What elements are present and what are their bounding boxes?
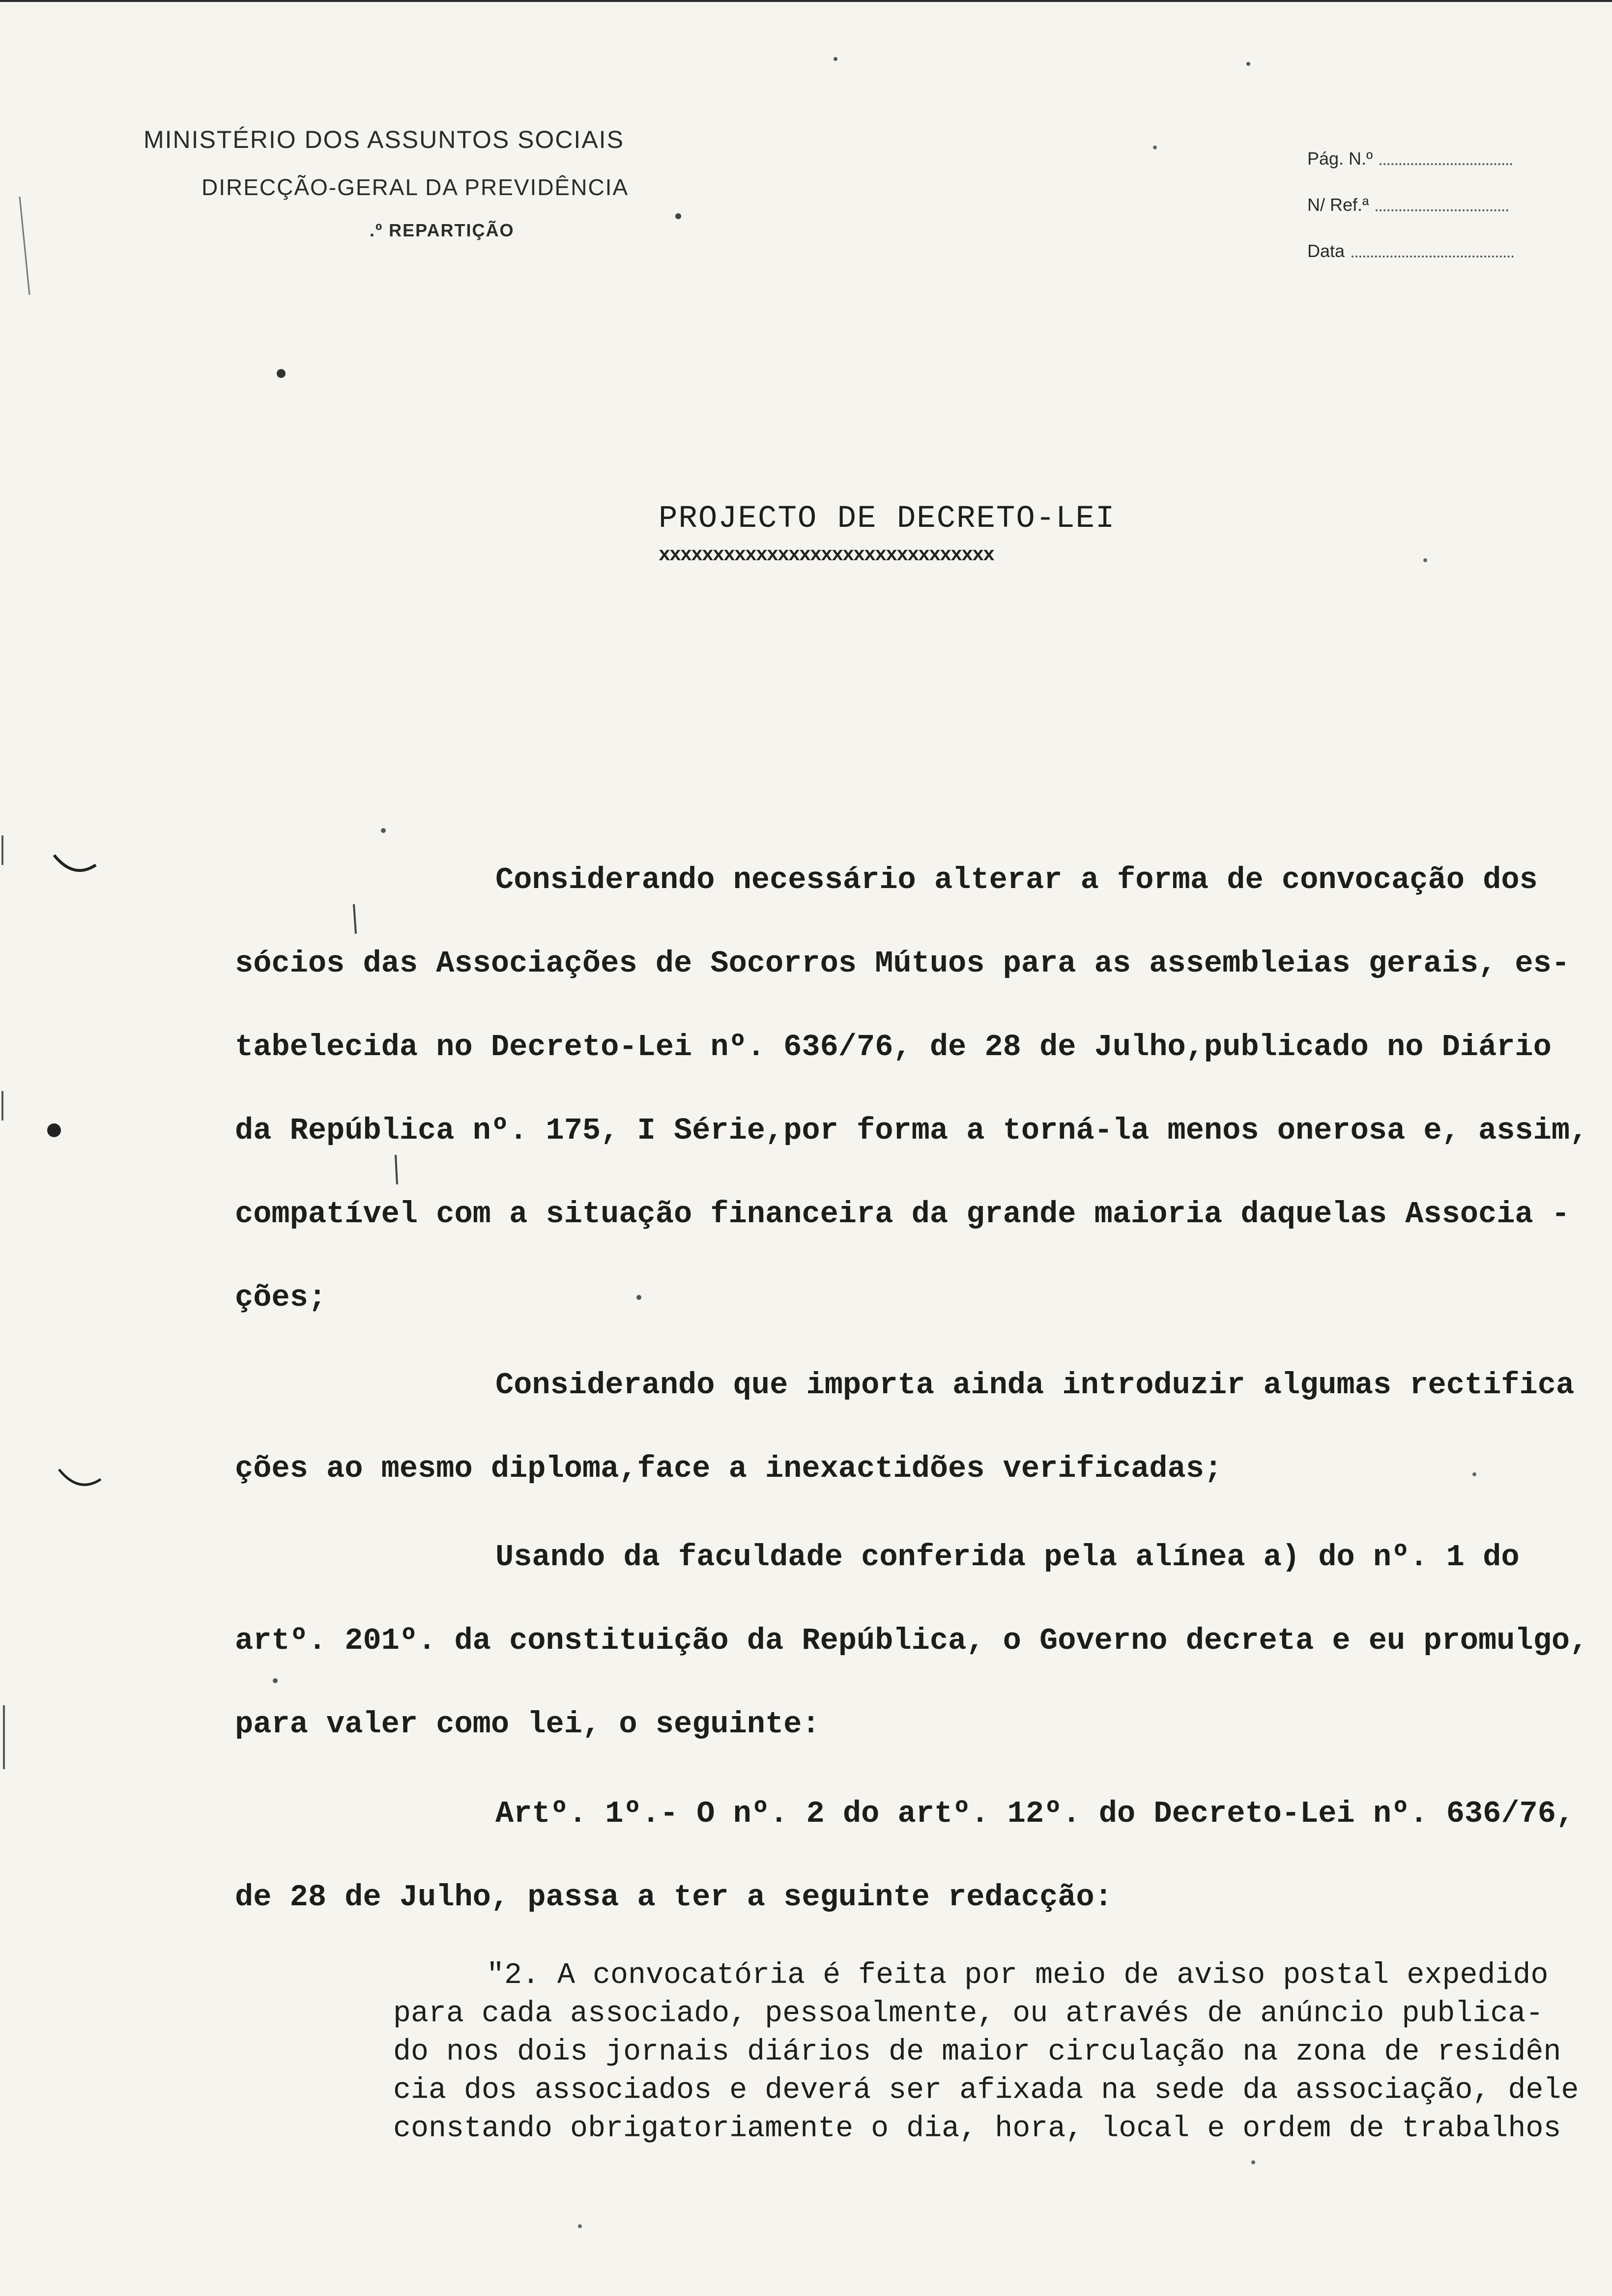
paragraph-line: Artº. 1º.- O nº. 2 do artº. 12º. do Decreto-Lei nº. 636/76,: [495, 1796, 1575, 1831]
paragraph-line: Considerando necessário alterar a forma de convocação dos: [495, 862, 1538, 897]
quoted-amendment: [393, 1961, 1607, 2152]
paragraph-line: da República nº. 175, I Série,por forma a torná-la menos onerosa e, assim,: [235, 1113, 1588, 1148]
quote-line: do nos dois jornais diários de maior circulação na zona de residên: [393, 2036, 1561, 2069]
ministry-name: MINISTÉRIO DOS ASSUNTOS SOCIAIS: [144, 126, 624, 153]
paragraph-line: Considerando que importa ainda introduzir algumas rectifica: [495, 1368, 1575, 1403]
page-number-blank: [1380, 163, 1512, 165]
directorate-name: DIRECÇÃO-GERAL DA PREVIDÊNCIA: [202, 174, 629, 200]
paragraph-line: de 28 de Julho, passa a ter a seguinte redacção:: [235, 1880, 1113, 1915]
paragraph-usando: [235, 1542, 1606, 1793]
paragraph-considerando-2: [235, 1370, 1606, 1537]
paragraph-line: sócios das Associações de Socorros Mútuos para as assembleias gerais, es-: [235, 946, 1570, 981]
document-title: PROJECTO DE DECRETO-LEI: [659, 501, 1116, 537]
page-number-field: [1307, 123, 1514, 169]
date-label: Data: [1307, 241, 1345, 261]
reference-label: N/ Ref.ª: [1307, 195, 1369, 215]
quote-line: cia dos associados e deverá ser afixada na sede da associação, dele: [393, 2074, 1579, 2107]
section-name: .º REPARTIÇÃO: [370, 220, 515, 240]
date-field: [1307, 215, 1514, 261]
paragraph-line: compatível com a situação financeira da grande maioria daquelas Associa -: [235, 1197, 1570, 1232]
paragraph-line: Usando da faculdade conferida pela alínea a) do nº. 1 do: [495, 1540, 1520, 1575]
paragraph-line: para valer como lei, o seguinte:: [235, 1707, 820, 1742]
paragraph-article-1: [235, 1796, 1606, 1966]
reference-block: [1307, 123, 1514, 261]
paragraph-considerando-1: [235, 862, 1606, 1366]
date-blank: [1352, 256, 1514, 258]
paragraph-line: tabelecida no Decreto-Lei nº. 636/76, de 28 de Julho,publicado no Diário: [235, 1030, 1552, 1064]
paragraph-line: ções ao mesmo diploma,face a inexactidões verificadas;: [235, 1451, 1223, 1486]
reference-field: [1307, 169, 1514, 215]
quote-line: "2. A convocatória é feita por meio de aviso postal expedido: [487, 1961, 1549, 1992]
paragraph-line: ções;: [235, 1280, 327, 1315]
quote-line: constando obrigatoriamente o dia, hora, local e ordem de trabalhos: [393, 2112, 1561, 2146]
title-underline: xxxxxxxxxxxxxxxxxxxxxxxxxxxxxxx: [659, 545, 994, 567]
quote-line: para cada associado, pessoalmente, ou através de anúncio publica-: [393, 1997, 1544, 2031]
page-number-label: Pág. N.º: [1307, 148, 1373, 169]
reference-blank: [1376, 209, 1508, 211]
paragraph-line: artº. 201º. da constituição da República, o Governo decreta e eu promulgo,: [235, 1623, 1588, 1658]
